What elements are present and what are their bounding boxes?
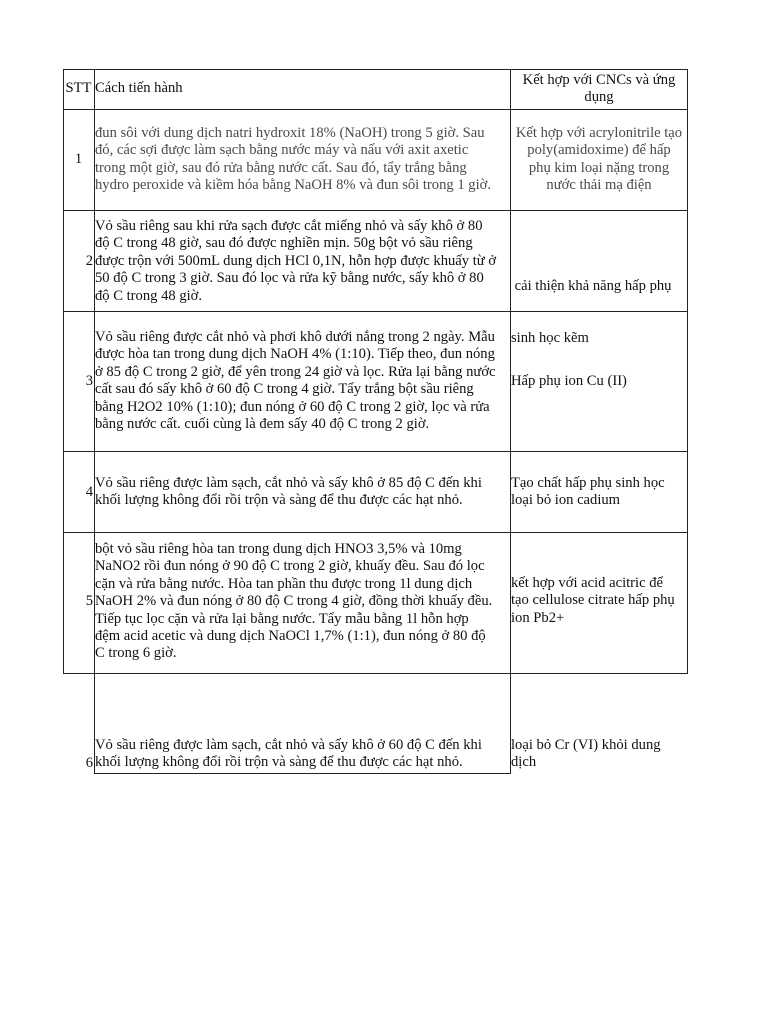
header-application: Kết hợp với CNCs và ứng dụng xyxy=(522,72,676,106)
row-5-application: kết hợp với acid acitric để tạo cellulose citrate hấp phụ ion Pb2+ xyxy=(511,575,675,626)
row-5-stt: 5 xyxy=(85,593,93,609)
row-6-procedure: Vỏ sầu riêng được làm sạch, cắt nhỏ và sấy khô ở 60 độ C đến khi khối lượng không đổi rồi trộn và sàng để thu được các hạt nhỏ. xyxy=(95,737,482,771)
row-5-procedure: bột vỏ sầu riêng hòa tan trong dung dịch HNO3 3,5% và 10mg NaNO2 rồi đun nóng ở 90 độ C trong 2 giờ, khuấy đều. Sau đó lọc cặn và rửa bằng nước. Hòa tan phần thu được trong 1l dung dịch NaOH 2% và đun nóng ở 80 độ C trong 4 giờ, đồng thời khuấy đều. Tiếp tục lọc cặn và rửa lại bằng nước. Tẩy mẫu bằng 1l hỗn hợp đệm acid acetic và dung dịch NaOCl 1,7% (1:1), đun nóng ở 80 độ C trong 6 giờ. xyxy=(95,541,493,662)
table-border-top xyxy=(63,69,688,70)
row-3-procedure: Vỏ sầu riêng được cắt nhỏ và phơi khô dưới nắng trong 2 ngày. Mẫu được hòa tan trong dung dịch NaOH 4% (1:10). Tiếp theo, đun nóng ở 85 độ C trong 2 giờ, để yên trong 24 giờ và lọc. Rửa lại bằng nước cất sau đó sấy khô ở 60 độ C trong 4 giờ. Tẩy trắng bột sầu riêng bằng H2O2 10% (1:10); đun nóng ở 60 độ C trong 2 giờ, lọc và rửa bằng nước cất. cuối cùng là đem sấy 40 độ C trong 2 giờ. xyxy=(95,329,496,433)
row-3-application: Hấp phụ ion Cu (II) xyxy=(511,373,627,389)
header-procedure: Cách tiến hành xyxy=(95,80,183,96)
row-2-application: cải thiện khả năng hấp phụ sinh học kẽm xyxy=(511,277,672,347)
table-border-right xyxy=(687,69,688,674)
row-2-stt: 2 xyxy=(85,253,93,269)
row-1-application: Kết hợp với acrylonitrile tạo poly(amidoxime) để hấp phụ kim loại nặng trong nước thải mạ điện xyxy=(515,125,683,194)
row-1-procedure: đun sôi với dung dịch natri hydroxit 18% (NaOH) trong 5 giờ. Sau đó, các sợi được làm sạch bằng nước máy và nấu với axit axetic trong một giờ, sau đó rửa bằng nước cất. Sau đó, tẩy trắng bằng hydro peroxide và kiềm hóa bằng NaOH 8% và đun sôi trong 1 giờ. xyxy=(95,125,491,194)
row-6-stt: 6 xyxy=(85,755,93,771)
row-divider-5 xyxy=(63,673,688,674)
row-divider-4 xyxy=(63,532,688,533)
row-3-stt: 3 xyxy=(85,373,93,389)
row-4-application: Tạo chất hấp phụ sinh học loại bỏ ion cadium xyxy=(511,475,665,509)
row-6-application: loại bỏ Cr (VI) khỏi dung dịch xyxy=(511,737,661,771)
row-2-procedure: Vỏ sầu riêng sau khi rửa sạch được cắt miếng nhỏ và sấy khô ở 80 độ C trong 48 giờ, sau đó được nghiền mịn. 50g bột vỏ sầu riêng được trộn với 500mL dung dịch HCl 0,1N, hỗn hợp được khuấy từ ở 50 độ C trong 3 giờ. Sau đó lọc và rửa kỹ bằng nước, sấy khô ở 80 độ C trong 48 giờ. xyxy=(95,218,497,304)
header-stt: STT xyxy=(65,80,92,96)
row-1-stt: 1 xyxy=(74,151,83,167)
row-4-stt: 4 xyxy=(85,484,93,500)
row-divider-3 xyxy=(63,451,688,452)
header-row-divider xyxy=(63,109,688,110)
row-6-procedure-bottom-border xyxy=(94,773,511,774)
row-4-procedure: Vỏ sầu riêng được làm sạch, cắt nhỏ và sấy khô ở 85 độ C đến khi khối lượng không đổi rồi trộn và sàng để thu được các hạt nhỏ. xyxy=(95,475,482,509)
row-divider-1 xyxy=(63,210,688,211)
